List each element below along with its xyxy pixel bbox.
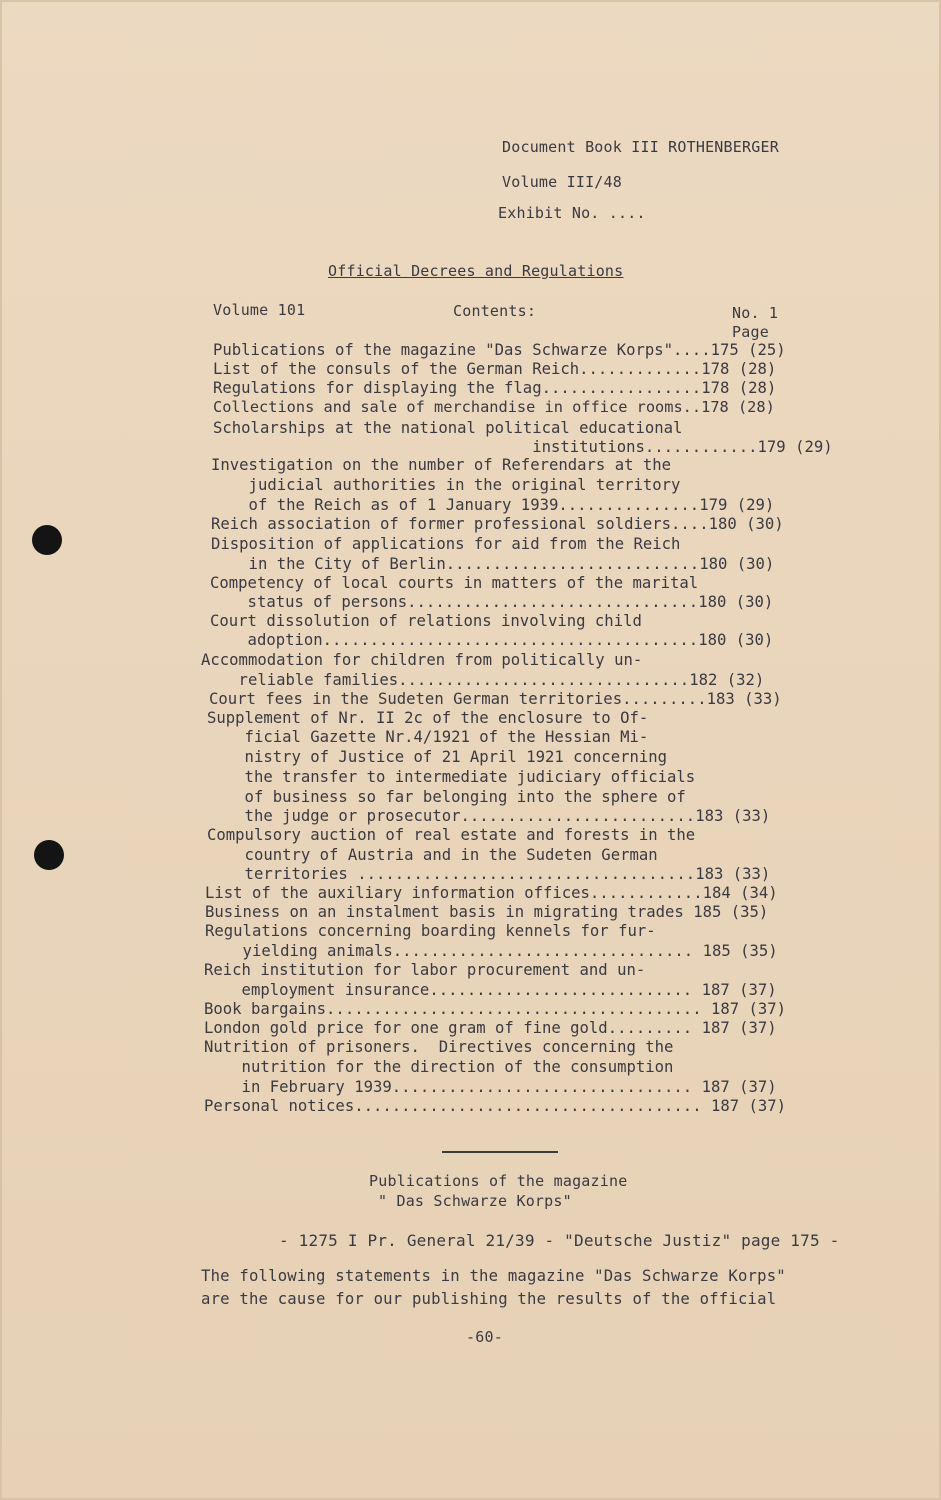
punch-hole (32, 525, 62, 555)
toc-row: Compulsory auction of real estate and forests in the (207, 826, 696, 844)
toc-row: reliable families...............................182 (32) (201, 671, 765, 689)
toc-row: Book bargains........................................ 187 (37) (204, 1000, 787, 1018)
toc-row: Court dissolution of relations involving child (210, 612, 642, 630)
toc-row: Court fees in the Sudeten German territories.........183 (33) (209, 690, 782, 708)
toc-row: Regulations for displaying the flag.................178 (28) (213, 379, 777, 397)
volume-label: Volume III/48 (502, 173, 622, 191)
body-text: are the cause for our publishing the results of the official (201, 1290, 777, 1308)
toc-row: institutions............179 (29) (213, 438, 833, 456)
toc-row: the transfer to intermediate judiciary officials (207, 768, 696, 786)
toc-row: Business on an instalment basis in migrating trades 185 (35) (205, 903, 769, 921)
toc-row: status of persons...............................180 (30) (210, 593, 774, 611)
toc-row: Disposition of applications for aid from the Reich (211, 535, 681, 553)
toc-row: in February 1939................................ 187 (37) (204, 1078, 777, 1096)
punch-hole (34, 840, 64, 870)
toc-row: adoption........................................180 (30) (210, 631, 774, 649)
page-title: Official Decrees and Regulations (328, 262, 624, 280)
toc-row: of the Reich as of 1 January 1939...............179 (29) (211, 496, 775, 514)
volume-column-header: Volume 101 (213, 301, 306, 319)
toc-row: Investigation on the number of Referendars at the (211, 456, 672, 474)
section-divider (442, 1151, 558, 1153)
toc-row: Reich institution for labor procurement and un- (204, 961, 646, 979)
toc-row: of business so far belonging into the sphere of (207, 788, 686, 806)
toc-row: Competency of local courts in matters of the marital (210, 574, 699, 592)
toc-row: yielding animals................................ 185 (35) (205, 942, 778, 960)
reference-line: - 1275 I Pr. General 21/39 - "Deutsche Justiz" page 175 - (279, 1231, 840, 1250)
page-number: -60- (466, 1328, 503, 1346)
toc-row: Publications of the magazine "Das Schwarze Korps"....175 (25) (213, 341, 786, 359)
toc-row: country of Austria and in the Sudeten German (207, 846, 658, 864)
toc-row: Personal notices..................................... 187 (37) (204, 1097, 787, 1115)
toc-row: nistry of Justice of 21 April 1921 concerning (207, 748, 668, 766)
toc-row: List of the auxiliary information offices............184 (34) (205, 884, 778, 902)
toc-row: Accommodation for children from politically un- (201, 651, 643, 669)
toc-row: Scholarships at the national political educational (213, 419, 683, 437)
toc-row: Supplement of Nr. II 2c of the enclosure to Of- (207, 709, 649, 727)
toc-row: Nutrition of prisoners. Directives concerning the (204, 1038, 674, 1056)
toc-row: territories ....................................183 (33) (207, 865, 771, 883)
toc-row: List of the consuls of the German Reich.............178 (28) (213, 360, 777, 378)
exhibit-label: Exhibit No. .... (498, 204, 646, 222)
number-column-header: No. 1 (732, 304, 779, 322)
toc-row: the judge or prosecutor.........................183 (33) (207, 807, 771, 825)
doc-book-label: Document Book III ROTHENBERGER (502, 138, 779, 156)
toc-row: London gold price for one gram of fine gold......... 187 (37) (204, 1019, 777, 1037)
toc-row: Collections and sale of merchandise in office rooms..178 (28) (213, 398, 775, 416)
section-title: Publications of the magazine (369, 1172, 628, 1190)
toc-row: in the City of Berlin...........................180 (30) (211, 555, 775, 573)
toc-row: judicial authorities in the original territory (211, 476, 681, 494)
toc-row: Reich association of former professional soldiers....180 (30) (211, 515, 784, 533)
body-text: The following statements in the magazine "Das Schwarze Korps" (201, 1267, 786, 1285)
contents-column-header: Contents: (453, 302, 537, 320)
section-title: " Das Schwarze Korps" (378, 1192, 572, 1210)
toc-row: nutrition for the direction of the consumption (204, 1058, 674, 1076)
page-column-header: Page (732, 323, 769, 341)
toc-row: Regulations concerning boarding kennels for fur- (205, 922, 656, 940)
toc-row: employment insurance............................ 187 (37) (204, 981, 777, 999)
toc-row: ficial Gazette Nr.4/1921 of the Hessian Mi- (207, 728, 649, 746)
